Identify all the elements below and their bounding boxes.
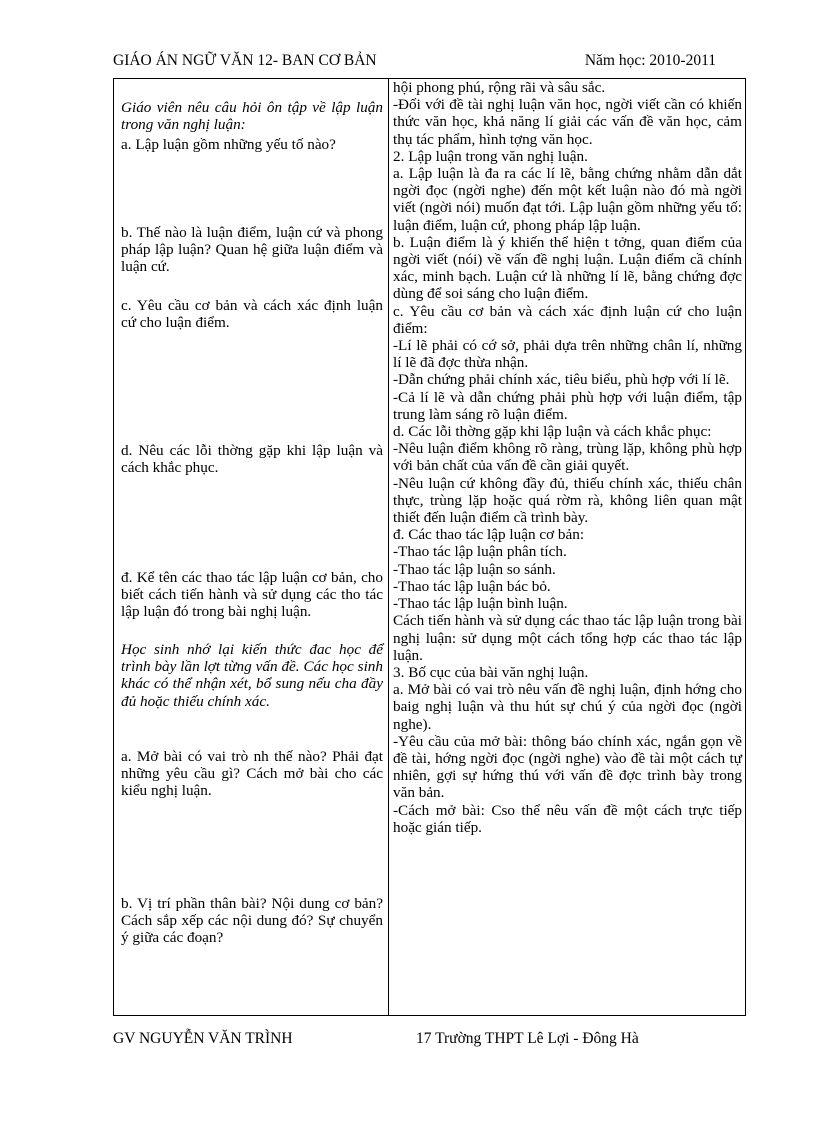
- right-paragraph-11: -Nêu luận điểm không rõ ràng, trùng lặp, không phù hợp với bản chất của vấn đề cần giải quyết.: [393, 440, 742, 475]
- right-paragraph-17: -Thao tác lập luận bình luận.: [393, 595, 568, 613]
- left-paragraph-9: b. Vị trí phần thân bài? Nội dung cơ bản? Cách sắp xếp các nội dung đó? Sự chuyển ý giữa các đoạn?: [121, 895, 383, 947]
- right-paragraph-7: -Lí lẽ phải có cớ sở, phải dựa trên những chân lí, những lí lẽ đã đợc thừa nhận.: [393, 337, 742, 372]
- teacher-name: GV NGUYỄN VĂN TRÌNH: [113, 1030, 293, 1047]
- right-paragraph-2: -Đối với đề tài nghị luận văn học, ngời viết cần có khiến thức văn học, khả năng lí giải các vấn đề văn học, cảm thụ tác phẩm, hình tợng văn học.: [393, 96, 742, 148]
- right-paragraph-16: -Thao tác lập luận bác bỏ.: [393, 577, 551, 595]
- right-paragraph-9: -Cả lí lẽ và dẫn chứng phải phù hợp với luận điểm, tập trung làm sáng rõ luận điểm.: [393, 388, 742, 423]
- right-paragraph-5: b. Luận điểm là ý khiến thể hiện t tởng, quan điểm của ngời viết (nói) về vấn đề nghị luận. Luận điểm cầ chính xác, minh bạch. Luận cứ là những lí lẽ, bằng chứng đợc dùng để soi sáng cho luận điểm.: [393, 233, 742, 303]
- left-paragraph-7: Học sinh nhớ lại kiến thức đac học để trình bày lần lợt từng vấn đề. Các học sinh khác có thể nhận xét, bổ sung nếu cha đầy đủ hoặc thiếu chính xác.: [121, 641, 383, 710]
- left-paragraph-4: c. Yêu cầu cơ bản và cách xác định luận cứ cho luận điểm.: [121, 297, 383, 332]
- right-paragraph-1: hội phong phú, rộng rãi và sâu sắc.: [393, 79, 606, 96]
- school-year: Năm học: 2010-2011: [584, 52, 716, 69]
- right-paragraph-18: Cách tiến hành và sử dụng các thao tác lập luận trong bài nghị luận: sử dụng một cách tổng hợp các thao tác lập luận.: [393, 612, 742, 664]
- page-footer: [113, 1030, 716, 1054]
- right-paragraph-4: a. Lập luận là đa ra các lí lẽ, bằng chứng nhằm dẫn dắt ngời đọc (ngời nghe) đến một kết luận nào đó mà ngời viết (ngời nói) muốn đạt tới. Lập luận gồm những yếu tố: luận điểm, luận cứ, phong pháp lập luận.: [393, 165, 742, 234]
- right-paragraph-8: -Dẫn chứng phải chính xác, tiêu biểu, phù hợp với lí lẽ.: [393, 371, 730, 389]
- left-paragraph-5: d. Nêu các lỗi thờng gặp khi lập luận và cách khắc phục.: [121, 442, 383, 477]
- right-paragraph-20: a. Mở bài có vai trò nêu vấn đề nghị luận, định hớng cho baig nghị luận và thu hút sự chú ý của ngời đọc (ngời nghe).: [393, 681, 742, 733]
- left-paragraph-3: b. Thế nào là luận điểm, luận cứ và phong pháp lập luận? Quan hệ giữa luận điểm và luận cứ.: [121, 224, 383, 276]
- page-number-school: 17 Trường THPT Lê Lợi - Đông Hà: [416, 1030, 639, 1047]
- document-title: GIÁO ÁN NGỮ VĂN 12- BAN CƠ BẢN: [113, 52, 377, 69]
- right-paragraph-15: -Thao tác lập luận so sánh.: [393, 560, 556, 578]
- lesson-table: [113, 78, 746, 1016]
- left-paragraph-2: a. Lập luận gồm những yếu tố nào?: [121, 136, 336, 153]
- page-header: [113, 52, 716, 76]
- content-column: [393, 79, 742, 836]
- right-paragraph-6: c. Yêu cầu cơ bản và cách xác định luận cứ cho luận điểm:: [393, 302, 742, 337]
- left-paragraph-6: đ. Kể tên các thao tác lập luận cơ bản, cho biết cách tiến hành và sử dụng các tho tác lập luận đó trong bài nghị luận.: [121, 569, 383, 621]
- right-paragraph-10: d. Các lỗi thờng gặp khi lập luận và cách khắc phục:: [393, 423, 712, 441]
- right-paragraph-21: -Yêu cầu của mở bài: thông báo chính xác, ngắn gọn về đề tài, hớng ngời đọc (ngời nghe) vào đề tài một cách tự nhiên, gợi sự hứng thú với vấn đề đợc trình bày trong văn bản.: [393, 732, 742, 802]
- right-paragraph-19: 3. Bố cục của bài văn nghị luận.: [393, 663, 589, 681]
- right-paragraph-14: -Thao tác lập luận phân tích.: [393, 543, 567, 561]
- column-divider: [388, 79, 389, 1015]
- left-paragraph-8: a. Mở bài có vai trò nh thế nào? Phải đạt những yêu cầu gì? Cách mở bài cho các kiểu nghị luận.: [121, 748, 383, 800]
- left-paragraph-1: Giáo viên nêu câu hỏi ôn tập về lập luận trong văn nghị luận:: [121, 99, 383, 134]
- right-paragraph-22: -Cách mở bài: Cso thể nêu vấn đề một cách trực tiếp hoặc gián tiếp.: [393, 801, 742, 836]
- right-paragraph-3: 2. Lập luận trong văn nghị luận.: [393, 147, 588, 165]
- right-paragraph-13: đ. Các thao tác lập luận cơ bản:: [393, 526, 585, 544]
- right-paragraph-12: -Nêu luận cứ không đầy đủ, thiếu chính xác, thiếu chân thực, trùng lặp hoặc quá rờm rà, không liên quan mật thiết đến luận điểm cầ trình bày.: [393, 474, 742, 527]
